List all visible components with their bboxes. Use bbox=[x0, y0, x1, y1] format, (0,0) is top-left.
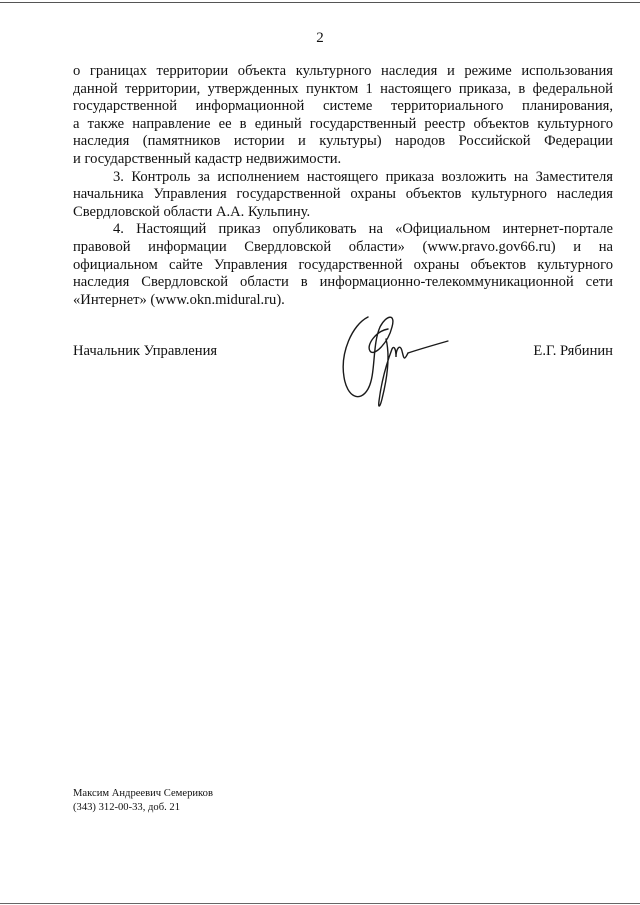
text-line: государственной информационной системе территориального планирования, bbox=[73, 98, 613, 115]
signer-name: Е.Г. Рябинин bbox=[533, 343, 613, 359]
paragraph-continuation-end: и государственный кадастр недвижимости. bbox=[73, 150, 342, 167]
executor-contact bbox=[73, 787, 213, 815]
text-line: а также направление ее в единый государственный реестр объектов культурного bbox=[73, 115, 613, 132]
text-line: данной территории, утвержденных пунктом 1 настоящего приказа, в федеральной bbox=[73, 80, 613, 97]
signer-position: Начальник Управления bbox=[73, 343, 218, 359]
executor-name: Максим Андреевич Семериков bbox=[73, 788, 213, 799]
bottom-page-edge bbox=[0, 903, 640, 904]
text-line: наследия (памятников истории и культуры) народов Российской Федерации bbox=[73, 133, 613, 150]
handwritten-signature bbox=[330, 305, 460, 415]
page-number: 2 bbox=[316, 30, 324, 46]
document-body bbox=[73, 63, 613, 309]
text-line: о границах территории объекта культурного наследия и режиме использования bbox=[73, 63, 613, 79]
top-page-edge bbox=[0, 2, 640, 3]
paragraph-continuation bbox=[73, 63, 613, 151]
paragraph-item-4: 4. Настоящий приказ опубликовать на «Официальном интернет-портале правовой информации Свердловской области» (www.pravo.gov66.ru) и на официальном сайте Управления государственной охраны объектов культурного наследия Свердловской области в информационно-телекоммуникационной сети «Интернет» (www.okn.midural.ru). bbox=[73, 221, 613, 308]
executor-phone: (343) 312-00-33, доб. 21 bbox=[73, 802, 180, 813]
paragraph-item-3: 3. Контроль за исполнением настоящего приказа возложить на Заместителя начальника Управления государственной охраны объектов культурного наследия Свердловской области А.А. Кульпину. bbox=[73, 168, 613, 220]
